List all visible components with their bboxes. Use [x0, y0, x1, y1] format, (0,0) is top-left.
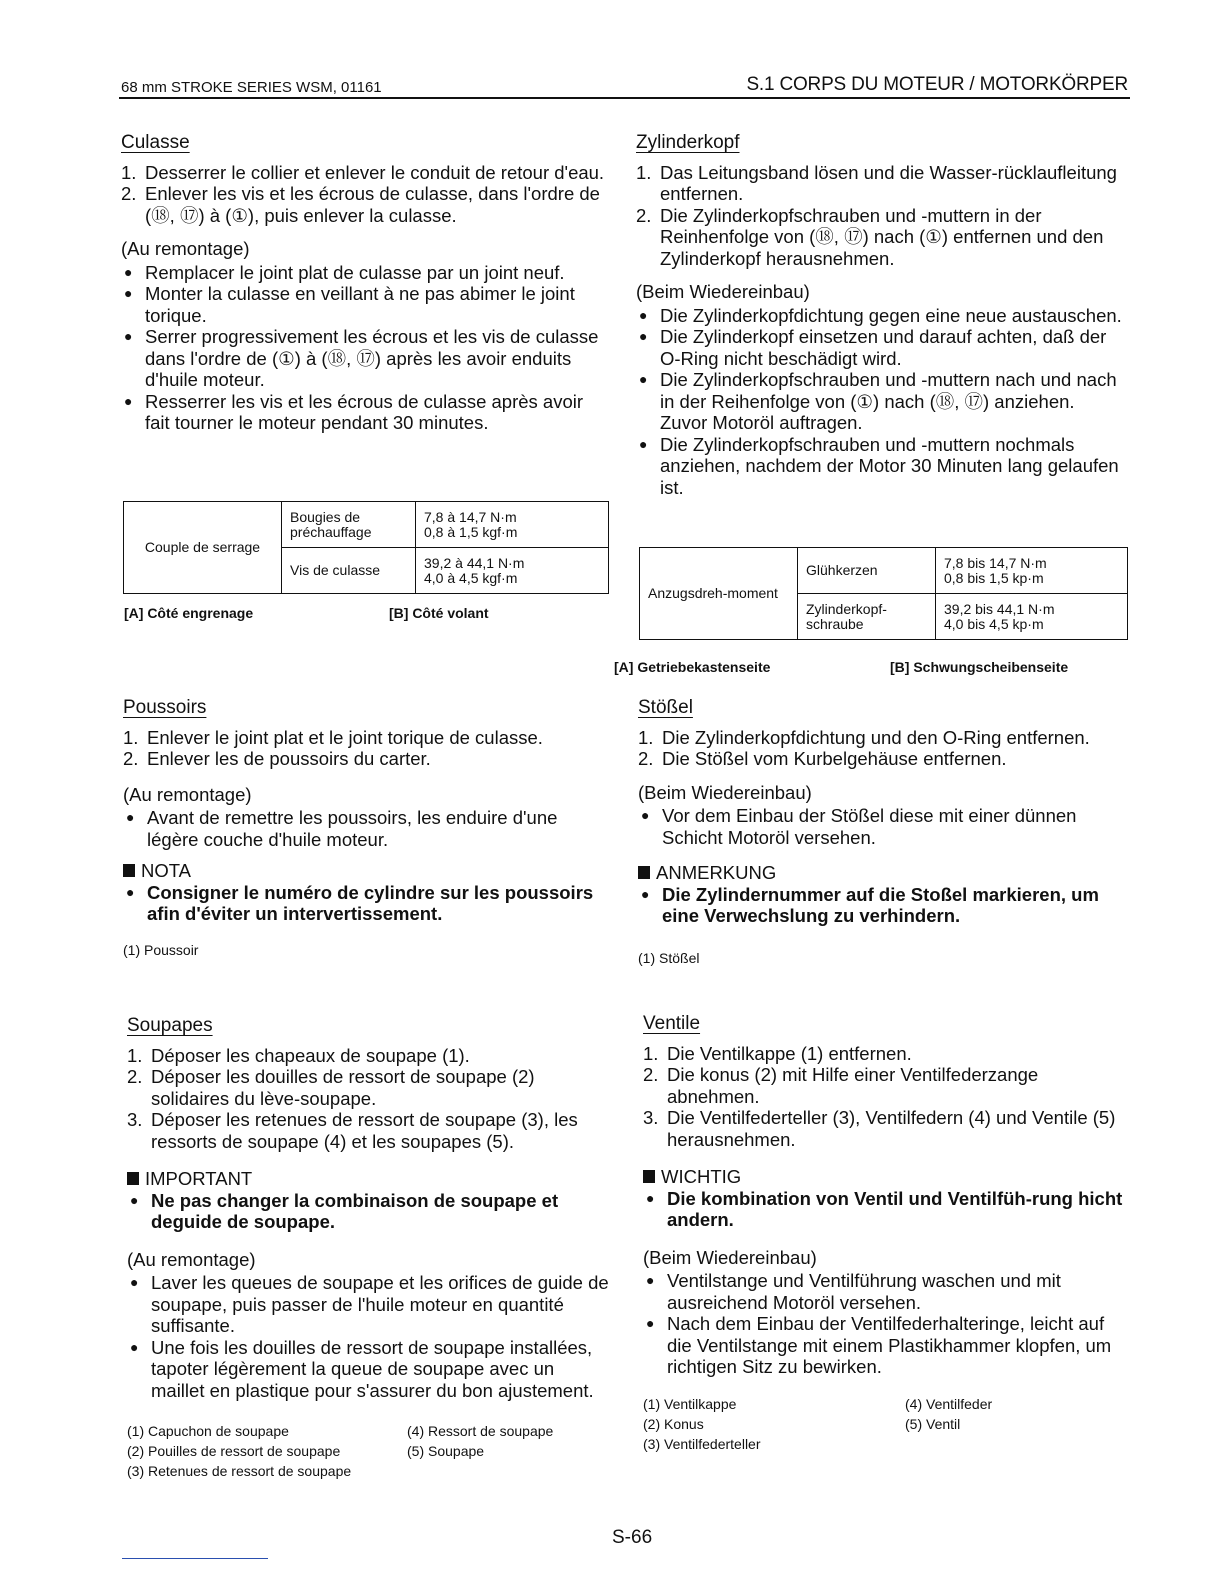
torque-table-de — [639, 547, 1128, 640]
section-culasse — [121, 131, 606, 434]
square-icon — [638, 866, 650, 879]
list-item: ● Remplacer le joint plat de culasse par un joint neuf. — [121, 262, 606, 284]
bullet-icon: ● — [639, 371, 648, 387]
section-stoessel — [638, 696, 1125, 968]
list-item: 1. Die Ventilkappe (1) entfernen. — [643, 1042, 912, 1064]
list-item: 2. Die Zylinderkopfschrauben und -muttern in der Reinhenfolge von (⑱, ⑰) nach (①) entfernen und den Zylinderkopf herausnehmen. — [636, 204, 1104, 269]
list-item: 2. Déposer les douilles de ressort de soupape (2) solidaires du lève-soupape. — [127, 1066, 535, 1109]
legend-item: (4) Ventilfeder — [905, 1395, 993, 1412]
note-list — [638, 884, 1125, 927]
list-item: ● Une fois les douilles de ressort de soupape installées, tapoter légèrement la queue de soupape avec un maillet en plastique pour s'assurer du bon ajustement. — [127, 1337, 610, 1402]
legend: (1) Poussoir — [123, 941, 199, 958]
list-item: 3. Die Ventilfederteller (3), Ventilfedern (4) und Ventile (5) herausnehmen. — [643, 1107, 1116, 1150]
list-item: ● Die Zylinderkopfschrauben und -muttern nochmals anziehen, nachdem der Motor 30 Minuten lang gelaufen ist. — [636, 434, 1124, 499]
list-item: 1. Desserrer le collier et enlever le conduit de retour d'eau. — [121, 161, 605, 183]
section-poussoirs — [123, 696, 608, 960]
torque-value: 7,8 bis 14,7 N·m 0,8 bis 1,5 kp·m — [936, 548, 1128, 594]
list-item: ● Die Zylinderkopfdichtung gegen eine neue austauschen. — [636, 305, 1124, 327]
list-item: ● Resserrer les vis et les écrous de culasse après avoir fait tourner le moteur pendant 30 minutes. — [121, 391, 606, 434]
section-title: Soupapes — [127, 1015, 213, 1036]
list-item: 2. Enlever les vis et les écrous de culasse, dans l'ordre de (⑱, ⑰) à (①), puis enlever la culasse. — [121, 183, 600, 226]
bullet-icon: ● — [646, 1189, 655, 1206]
legend: (1) Stößel — [638, 949, 700, 966]
bullet-icon: ● — [124, 263, 133, 280]
legend-item: (3) Ventilfederteller — [643, 1435, 761, 1452]
bullet-icon: ● — [130, 1191, 139, 1208]
list-item: 1. Die Zylinderkopfdichtung und den O-Ring entfernen. — [638, 726, 1090, 748]
bullet-icon: ● — [130, 1338, 139, 1355]
list-item: ● Consigner le numéro de cylindre sur les poussoirs afin d'éviter un intervertissement. — [123, 882, 608, 925]
torque-value: 39,2 bis 44,1 N·m 4,0 bis 4,5 kp·m — [936, 594, 1128, 640]
header-rule — [119, 97, 1130, 99]
bullet-list — [638, 805, 1125, 848]
list-item: ● Ne pas changer la combinaison de soupape et deguide de soupape. — [127, 1190, 610, 1233]
bullet-icon: ● — [639, 435, 648, 452]
list-item: 1. Déposer les chapeaux de soupape (1). — [127, 1044, 470, 1066]
remount-heading: (Beim Wiedereinbau) — [643, 1246, 817, 1268]
bullet-icon: ● — [124, 328, 133, 344]
bullet-icon: ● — [646, 1272, 655, 1288]
list-item: 2. Die konus (2) mit Hilfe einer Ventilfederzange abnehmen. — [643, 1064, 1039, 1107]
step-list — [123, 727, 608, 770]
section-title: Zylinderkopf — [636, 132, 740, 153]
legend — [127, 1421, 610, 1481]
torque-label: Couple de serrage — [124, 502, 282, 594]
label-b-de: [B] Schwungscheibenseite — [890, 659, 1069, 675]
remount-heading: (Beim Wiedereinbau) — [636, 281, 810, 302]
bullet-icon: ● — [639, 306, 648, 323]
note-heading: NOTA — [123, 860, 608, 882]
bullet-icon: ● — [641, 807, 650, 823]
torque-value: 39,2 à 44,1 N·m 4,0 à 4,5 kgf·m — [416, 548, 609, 594]
step-list — [638, 727, 1125, 770]
footer-rule — [122, 1558, 268, 1559]
torque-label: Anzugsdreh-moment — [640, 548, 798, 640]
important-list — [643, 1188, 1130, 1231]
legend-item: (4) Ressort de soupape — [407, 1423, 554, 1439]
legend-item: (1) Ventilkappe — [643, 1395, 737, 1412]
torque-item: Vis de culasse — [282, 548, 416, 594]
bullet-icon: ● — [124, 392, 133, 409]
legend-item: (5) Soupape — [407, 1443, 485, 1459]
step-list — [643, 1043, 1130, 1151]
bullet-icon: ● — [646, 1315, 655, 1331]
torque-item: Zylinderkopf-schraube — [798, 594, 936, 640]
section-soupapes — [127, 1014, 610, 1481]
legend — [643, 1394, 1130, 1454]
torque-table-fr — [123, 501, 609, 594]
bullet-icon: ● — [124, 285, 133, 301]
list-item: ● Die kombination von Ventil und Ventilfüh-rung hicht andern. — [643, 1188, 1130, 1231]
important-list — [127, 1190, 610, 1233]
bullet-list — [121, 262, 606, 434]
header-right: S.1 CORPS DU MOTEUR / MOTORKÖRPER — [746, 74, 1128, 95]
legend-item: (1) Capuchon de soupape — [127, 1423, 289, 1439]
torque-item: Glühkerzen — [798, 548, 936, 594]
legend-item: (2) Pouilles de ressort de soupape — [127, 1443, 341, 1459]
list-item: 3. Déposer les retenues de ressort de soupape (3), les ressorts de soupape (4) et les soupapes (5). — [127, 1109, 578, 1152]
bullet-list — [643, 1270, 1130, 1378]
important-heading: IMPORTANT — [127, 1168, 610, 1190]
label-a-de: [A] Getriebekastenseite — [614, 659, 771, 675]
list-item: ● Die Zylinderkopf einsetzen und darauf achten, daß der O-Ring nicht beschädigt wird. — [636, 326, 1124, 369]
list-item: ● Avant de remettre les poussoirs, les enduire d'une légère couche d'huile moteur. — [123, 807, 608, 850]
note-heading: ANMERKUNG — [638, 862, 1125, 884]
bullet-list — [127, 1272, 610, 1401]
list-item: ● Serrer progressivement les écrous et les vis de culasse dans l'ordre de (①) à (⑱, ⑰) après les avoir enduits d'huile moteur. — [121, 326, 606, 391]
square-icon — [643, 1170, 655, 1183]
remount-heading: (Au remontage) — [127, 1248, 256, 1270]
square-icon — [127, 1172, 139, 1185]
bullet-icon: ● — [130, 1274, 139, 1290]
remount-heading: (Au remontage) — [123, 783, 252, 805]
remount-heading: (Au remontage) — [121, 238, 250, 259]
step-list — [636, 162, 1124, 270]
section-title: Culasse — [121, 132, 190, 153]
list-item: ● Laver les queues de soupape et les orifices de guide de soupape, puis passer de l'huile moteur en quantité suffisante. — [127, 1272, 610, 1337]
step-list — [127, 1045, 610, 1153]
section-zylinderkopf — [636, 131, 1124, 498]
list-item: ● Vor dem Einbau der Stößel diese mit einer dünnen Schicht Motoröl versehen. — [638, 805, 1125, 848]
bullet-icon: ● — [641, 885, 650, 902]
bullet-icon: ● — [639, 328, 648, 344]
label-b-fr: [B] Côté volant — [389, 605, 489, 621]
legend-item: (3) Retenues de ressort de soupape — [127, 1463, 352, 1479]
section-title: Stößel — [638, 697, 693, 718]
torque-item: Bougies de préchauffage — [282, 502, 416, 548]
legend-item: (2) Konus — [643, 1415, 704, 1432]
bullet-icon: ● — [126, 883, 135, 900]
section-title: Poussoirs — [123, 697, 207, 718]
list-item: ● Die Zylindernummer auf die Stoßel markieren, um eine Verwechslung zu verhindern. — [638, 884, 1125, 927]
list-item: 2. Die Stößel vom Kurbelgehäuse entfernen. — [638, 748, 1007, 769]
list-item: ● Die Zylinderkopfschrauben und -muttern nach und nach in der Reihenfolge von (①) nach (⑱, ⑰) anziehen. Zuvor Motoröl auftragen. — [636, 369, 1124, 434]
list-item: ● Ventilstange und Ventilführung waschen und mit ausreichend Motoröl versehen. — [643, 1270, 1130, 1313]
important-heading: WICHTIG — [643, 1166, 1130, 1188]
list-item: 2. Enlever les de poussoirs du carter. — [123, 748, 431, 769]
bullet-list — [636, 305, 1124, 499]
step-list — [121, 162, 606, 227]
note-list — [123, 882, 608, 925]
legend-item: (5) Ventil — [905, 1415, 961, 1432]
square-icon — [123, 864, 135, 877]
bullet-icon: ● — [126, 809, 135, 825]
list-item: 1. Enlever le joint plat et le joint torique de culasse. — [123, 726, 543, 748]
list-item: ● Monter la culasse en veillant à ne pas abimer le joint torique. — [121, 283, 606, 326]
section-title: Ventile — [643, 1013, 701, 1034]
list-item: ● Nach dem Einbau der Ventilfederhalteringe, leicht auf die Ventilstange mit einem Plastikhammer klopfen, um richtigen Sitz zu bewirken. — [643, 1313, 1130, 1378]
bullet-list — [123, 807, 608, 850]
list-item: 1. Das Leitungsband lösen und die Wasser-rücklaufleitung entfernen. — [636, 161, 1117, 204]
remount-heading: (Beim Wiedereinbau) — [638, 781, 812, 803]
page-number: S-66 — [612, 1527, 653, 1548]
torque-value: 7,8 à 14,7 N·m 0,8 à 1,5 kgf·m — [416, 502, 609, 548]
label-a-fr: [A] Côté engrenage — [124, 605, 254, 621]
header-left: 68 mm STROKE SERIES WSM, 01161 — [121, 79, 382, 96]
section-ventile — [643, 1012, 1130, 1454]
